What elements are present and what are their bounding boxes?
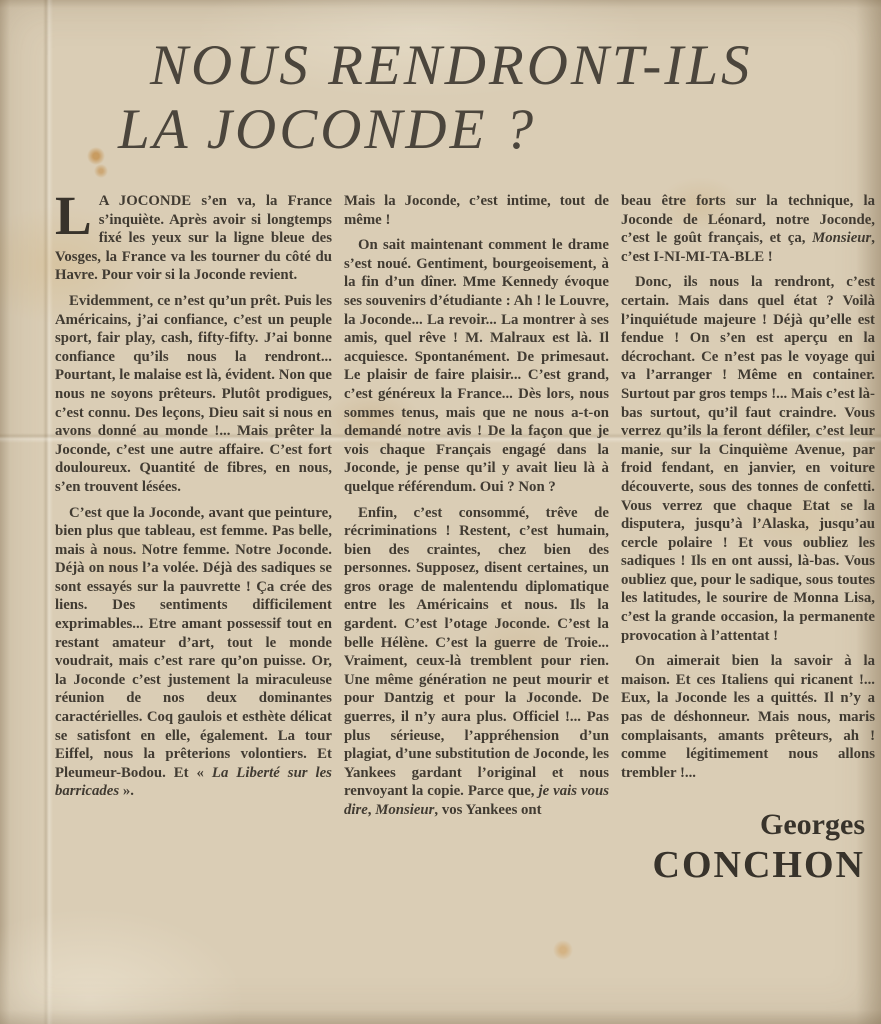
byline	[621, 808, 875, 888]
paragraph: Enfin, c’est consommé, trêve de récriminations ! Restent, c’est humain, bien des craintes, chez bien des personnes. Supposez, disent certaines, un gros orage de malentendu diplomatique entre les Américains et nous. Ils la gardent. C’est l’otage Joconde. C’est la belle Hélène. C’est la guerre de Troie... Vraiment, ceux-là tremblent pour rien. Une même génération ne peut mourir et pour Dantzig et pour la Joconde. De guerres, il n’y aura plus. Officiel !... Pas plus sérieuse, l’appréhension d’un plagiat, d’une substitution de Joconde, les Yankees gardant l’original et nous renvoyant la copie. Parce que, je vais vous dire, Monsieur, vos Yankees ont	[343, 504, 609, 818]
paragraph-lead	[55, 192, 332, 285]
paragraph-continuation: beau être forts sur la technique, la Joconde de Léonard, notre Joconde, c’est le goût français, et ça, Monsieur, c’est I-NI-MI-TA-BLE !	[620, 193, 875, 265]
article-headline	[118, 34, 881, 162]
paragraph: On aimerait bien la savoir à la maison. Et ces Italiens qui ricanent !... Eux, la Joconde les a quittés. Il n’y a pas de déshonneur. Mais nous, maris complaisants, amants prêteurs, ah ! comme légitimement nous allons trembler !...	[620, 653, 875, 781]
column-3	[621, 192, 875, 1024]
paragraph: On sait maintenant comment le drame s’est noué. Gentiment, bourgeoisement, à la fin d’un dîner. Mme Kennedy évoque ses souvenirs d’étudiante : Ah ! le Louvre, la Joconde... La revoir... La montrer à ses amis, quel rêve ! M. Malraux est là. Il acquiesce. Spontanément. De primesaut. Le plaisir de faire plaisir... C’est grand, c’est généreux la France... Dès lors, nous sommes tenus, mais que ne nous a-t-on demandé notre avis ! De la façon que je vois chaque Français engagé dans la Joconde, je pense qu’il y avait lieu là à quelque référendum. Oui ? Non ?	[343, 237, 609, 495]
paragraph: Mais la Joconde, c’est intime, tout de même !	[343, 193, 609, 228]
paragraph: Evidemment, ce n’est qu’un prêt. Puis les Américains, j’ai confiance, c’est un peuple sport, fair play, cash, fifty-fifty. J’ai bonne confiance qu’ils nous la rendront... Pourtant, le malaise est là, évident. Non que nous ne soyons prêteurs. Plutôt prodigues, c’est connu. Des leçons, Dieu sait si nous en avons donné au monde !... Mais prêter la Joconde, c’est une autre affaire. C’est fort douloureux. Quantité de fibres, en nous, s’en trouvent lésées.	[55, 292, 332, 495]
byline-last-name: CONCHON	[652, 844, 865, 887]
headline-line-2: LA JOCONDE ?	[118, 98, 537, 161]
byline-first-name: Georges	[760, 808, 865, 842]
column-2	[344, 192, 609, 1024]
headline-line-1: NOUS RENDRONT-ILS	[150, 34, 753, 97]
column-1	[55, 192, 332, 1024]
article-columns	[55, 192, 875, 1024]
paragraph-text: A JOCONDE s’en va, la France s’inquiète. Après avoir si longtemps fixé les yeux sur la ligne bleue des Vosges, la France va les tourner du côté du Havre. Pour voir si la Joconde revient.	[55, 193, 332, 284]
paragraph: Donc, ils nous la rendront, c’est certain. Mais dans quel état ? Voilà l’inquiétude majeure ! Déjà qu’elle est fendue ! On s’en est aperçu en la décrochant. Ce n’est pas le voyage qui va l’arranger ! Même en container. Surtout par gros temps !... Mais c’est là-bas surtout, qu’il faut craindre. Vous verrez qu’ils la feront défiler, c’est leur manie, sur la Cinquième Avenue, par froid fendant, en janvier, en voiture découverte, sous des tonnes de confetti. Vous verrez que chaque Etat se la disputera, jusqu’à l’Alaska, jusqu’au cercle polaire ! Et vous oubliez les sadiques ! Ils en ont aussi, là-bas. Vous oubliez que, pour le sadique, sous toutes les latitudes, le sourire de Monna Lisa, c’est la grande occasion, la permanente provocation à l’attentat !	[620, 274, 875, 644]
paragraph: C’est que la Joconde, avant que peinture, bien plus que tableau, est femme. Pas belle, mais à nous. Notre femme. Notre Joconde. Déjà on nous l’a volée. Déjà des sadiques se sont essayés sur la pauvrette ! Ça crée des liens. Des sentiments difficilement exprimables... Etre amant possessif tout en restant amateur d’art, tout le monde voudrait, mais c’est rare qu’on puisse. Or, la Joconde c’est justement la miraculeuse réunion de nos deux dominantes caractérielles. Coq gaulois et esthète délicat se satisfont en elle, également. La tour Eiffel, nous la prêterions volontiers. Et Pleumeur-Bodou. Et « La Liberté sur les barricades ».	[55, 504, 332, 800]
drop-cap: L	[55, 192, 92, 246]
